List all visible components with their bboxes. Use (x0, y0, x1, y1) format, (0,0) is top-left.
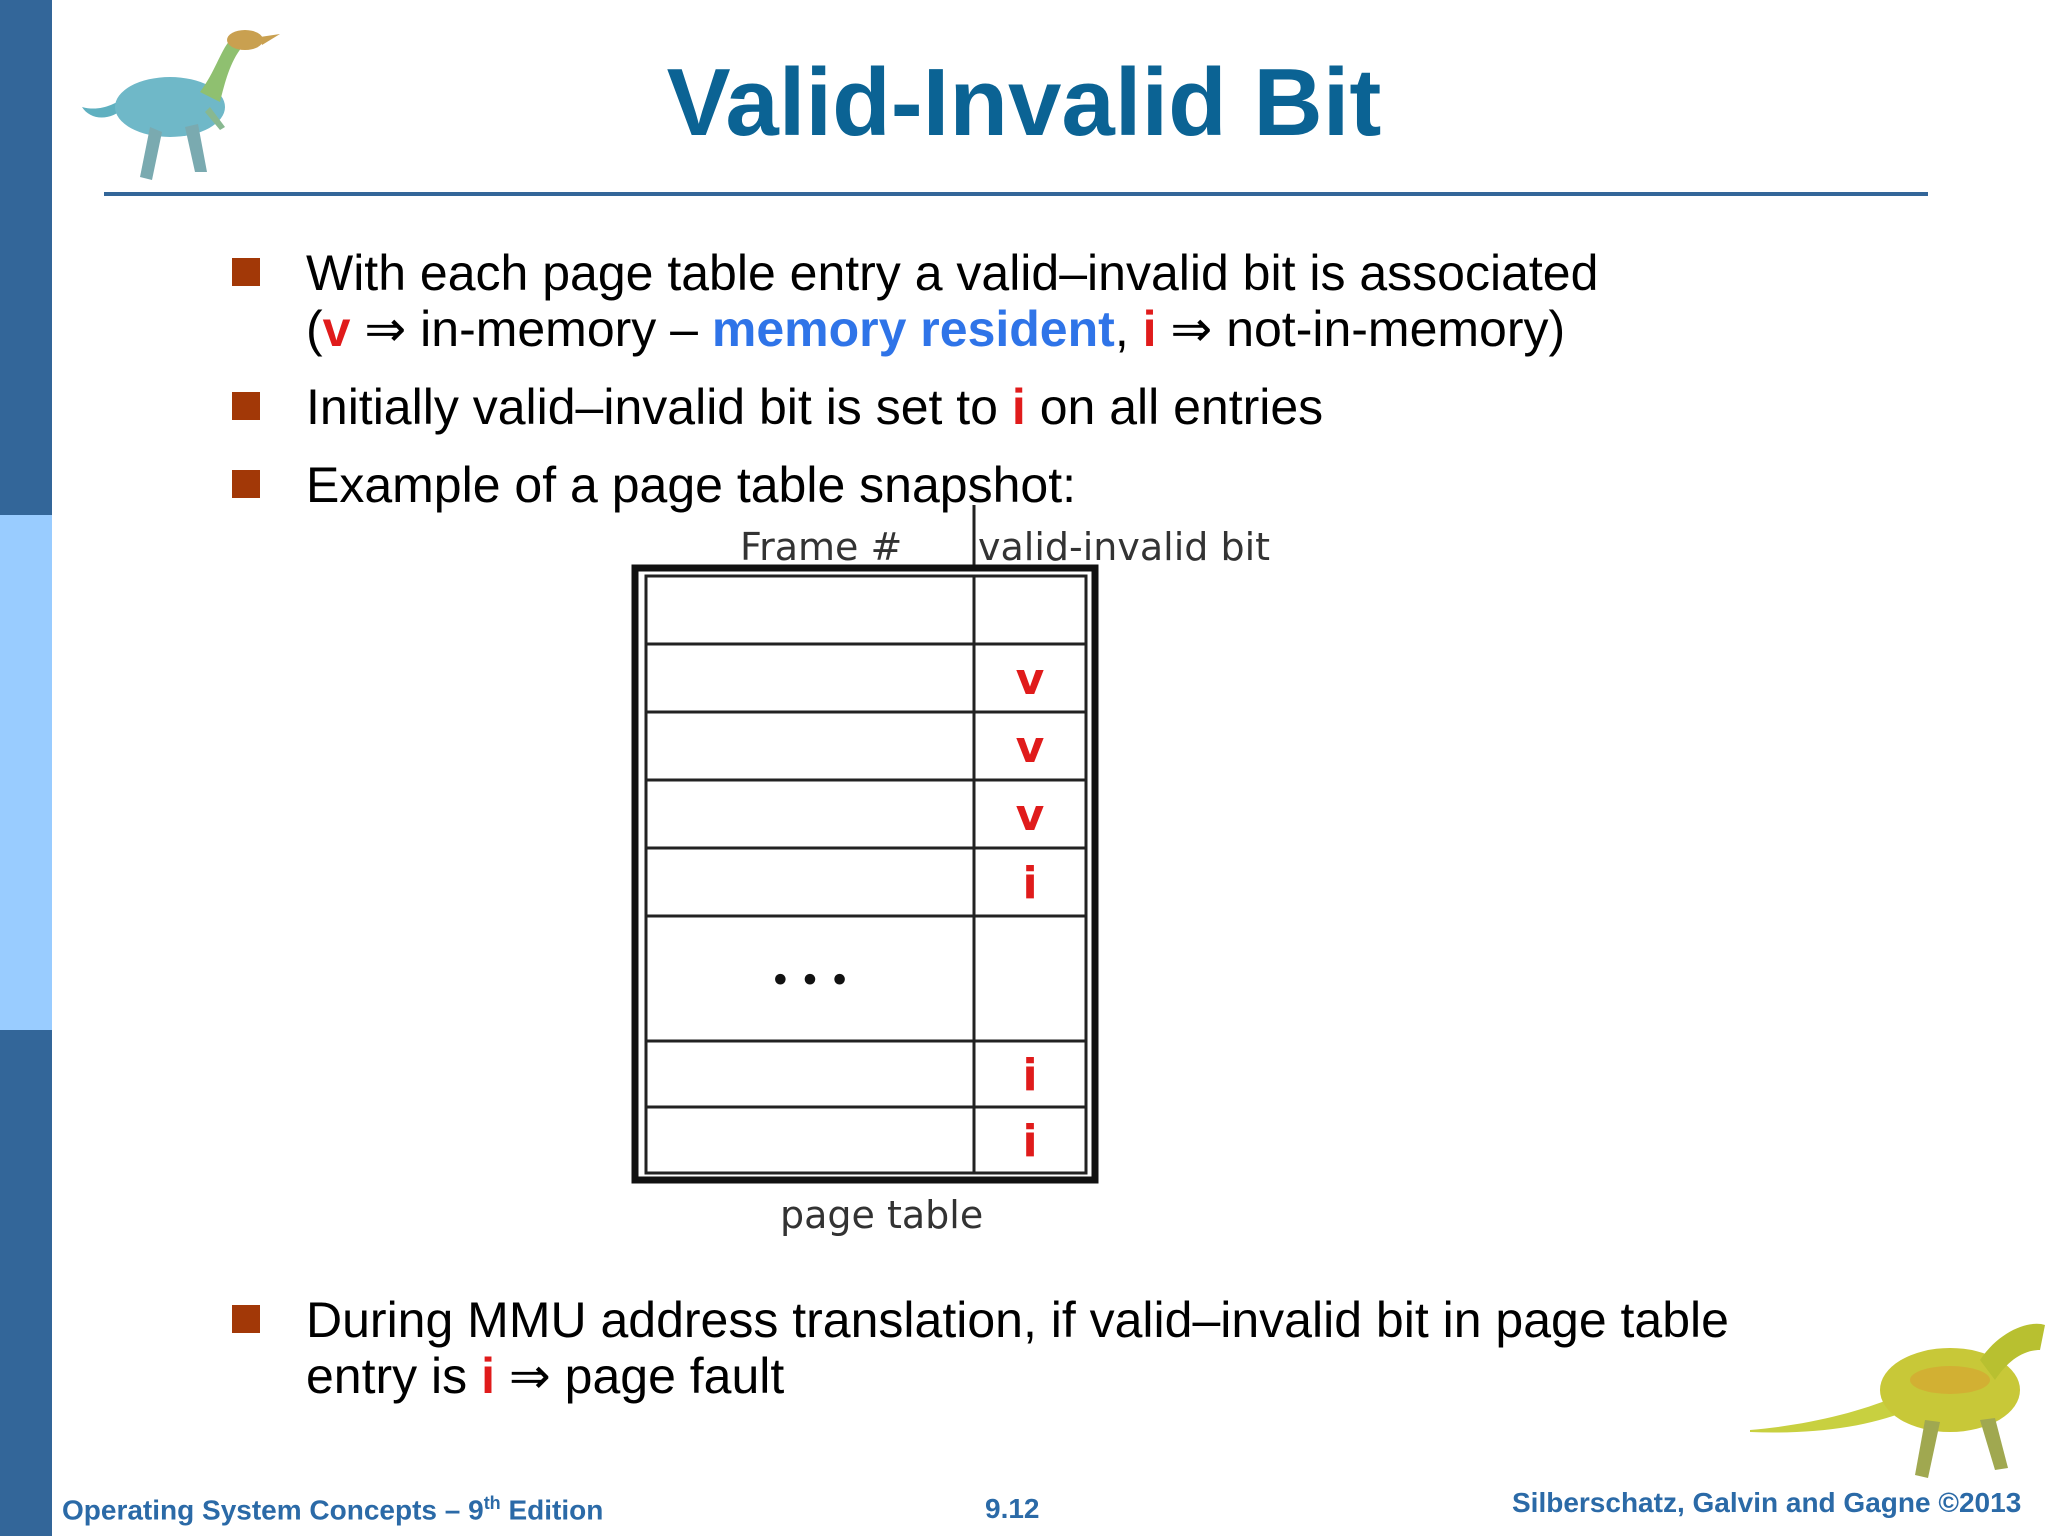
table-ellipsis: • • • (770, 963, 850, 999)
page-table-caption: page table (780, 1193, 984, 1237)
page-table-diagram (600, 500, 1380, 1260)
footer-page-number: 9.12 (985, 1493, 1040, 1524)
open-paren: ( (306, 301, 323, 357)
bullet-2-text: Initially valid–invalid bit is set to (306, 379, 1012, 435)
bullet-marker (232, 392, 260, 420)
footer-book-end: Edition (500, 1494, 604, 1526)
side-bar-bottom (0, 1030, 52, 1536)
valid-invalid-bit-cell: v (1015, 654, 1045, 705)
comma: , (1114, 301, 1143, 357)
valid-invalid-bit-cell: i (1022, 858, 1038, 909)
footer-book-sup: th (483, 1493, 501, 1513)
invalid-i-marker: i (481, 1348, 495, 1404)
in-memory-text: ⇒ in-memory – (350, 301, 712, 357)
valid-invalid-bit-cell: v (1015, 790, 1045, 841)
valid-invalid-bit-header: valid-invalid bit (978, 525, 1271, 569)
memory-resident-text: memory resident (711, 301, 1115, 357)
bullet-4-text: entry is (306, 1348, 482, 1404)
slide-title: Valid-Invalid Bit (666, 49, 1382, 156)
dinosaur-logo-bottom (1750, 1310, 2048, 1490)
footer-book-title (62, 1493, 603, 1526)
page-fault-text: ⇒ page fault (494, 1348, 785, 1404)
bullet-2 (306, 379, 1323, 435)
valid-invalid-bit-cell: i (1022, 1116, 1038, 1167)
bullet-marker (232, 470, 260, 498)
valid-v-marker: v (322, 301, 351, 357)
bullet-marker (232, 1305, 260, 1333)
valid-invalid-bit-cell: v (1015, 722, 1045, 773)
bullet-3: Example of a page table snapshot: (306, 457, 1076, 513)
bullet-4-line-2 (306, 1348, 784, 1404)
invalid-i-marker: i (1011, 379, 1026, 435)
valid-invalid-bit-cell: i (1022, 1050, 1038, 1101)
frame-header: Frame # (740, 525, 903, 569)
bullet-marker (232, 258, 260, 286)
footer-book-text: Operating System Concepts – 9 (62, 1494, 484, 1526)
bullet-4-line-1: During MMU address translation, if valid–invalid bit in page table (306, 1292, 1729, 1348)
bullet-2-text-end: on all entries (1025, 379, 1324, 435)
footer-authors: Silberschatz, Galvin and Gagne ©2013 (1512, 1487, 2022, 1518)
bullet-1-line-1: With each page table entry a valid–invalid bit is associated (306, 245, 1599, 301)
not-in-memory-text: ⇒ not-in-memory) (1156, 301, 1566, 357)
invalid-i-marker: i (1142, 301, 1157, 357)
bullet-1-line-2 (306, 301, 1565, 357)
title-divider (104, 192, 1928, 196)
side-bar-middle (0, 515, 52, 1030)
